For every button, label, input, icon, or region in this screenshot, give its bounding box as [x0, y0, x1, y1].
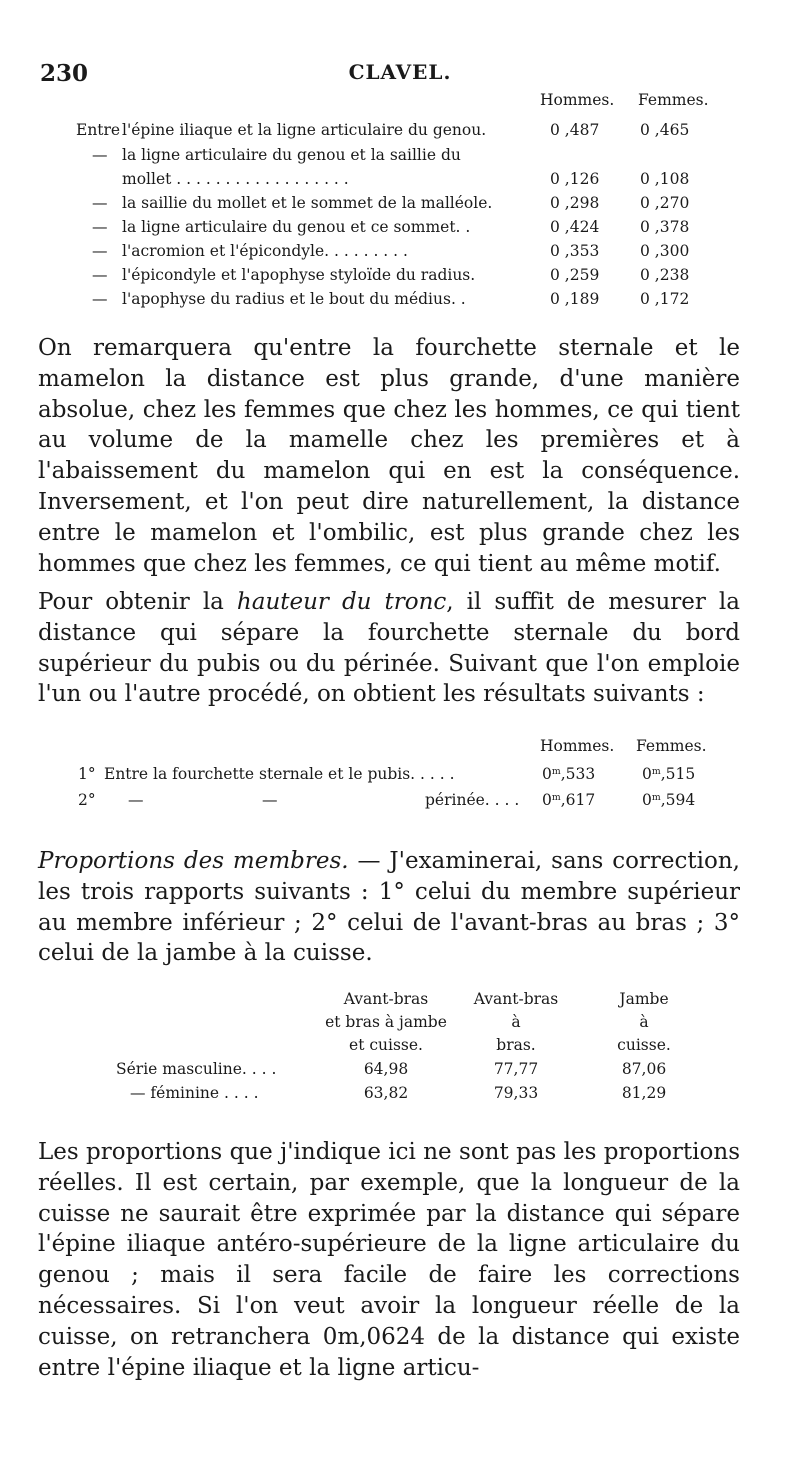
row-prefix: — [92, 242, 108, 260]
col3-header-line: Jambe [619, 990, 669, 1008]
row-label: mollet . . . . . . . . . . . . . . . . . . [122, 170, 349, 188]
col1-header-line: et cuisse. [349, 1036, 423, 1054]
row-label: la ligne articulaire du genou et ce sommet. . [122, 218, 471, 236]
row-value-hommes [542, 791, 595, 809]
row-value-hommes: 0 ,353 [550, 242, 600, 260]
running-title: CLAVEL. [348, 60, 452, 84]
row-prefix: — [92, 266, 108, 284]
row-value: 79,33 [493, 1084, 539, 1102]
row-prefix: — [92, 146, 108, 164]
column-header-femmes: Femmes. [636, 737, 707, 755]
col3-header-line: cuisse. [617, 1036, 671, 1054]
row-value-femmes: 0 ,300 [640, 242, 690, 260]
text-run: , il suffit de mesurer la distance qui sépare la fourchette sternale du bord supérieur du pubis ou du périnée. Suivant que l'on emploie l'un ou l'autre procédé, on obtient les résultats suivants : [38, 589, 740, 708]
row-number: 2° [78, 791, 96, 809]
row-value: 77,77 [493, 1060, 539, 1078]
paragraph-hauteur-tronc [38, 587, 740, 710]
value-text: 0$^m$,515 [642, 765, 696, 783]
row-value-hommes: 0 ,424 [550, 218, 600, 236]
row-value: 63,82 [363, 1084, 409, 1102]
row-label: périnée. . . . [425, 791, 520, 809]
col1-header-line: et bras à jambe [325, 1013, 447, 1031]
row-value-hommes [542, 765, 595, 783]
row-value-femmes: 0 ,108 [640, 170, 690, 188]
row-value-femmes: 0 ,172 [640, 290, 690, 308]
row-value: 87,06 [621, 1060, 667, 1078]
ditto-dash: — [128, 791, 144, 809]
row-value-femmes: 0 ,270 [640, 194, 690, 212]
column-header-hommes: Hommes. [540, 91, 615, 109]
paragraph-mamelon: On remarquera qu'entre la fourchette sternale et le mamelon la distance est plus grande, d'une manière absolue, chez les femmes que chez les hommes, ce qui tient au volume de la mamelle chez les premières et à l'abaissement du mamelon qui en est la conséquence. Inversement, et l'on peut dire naturellement, la distance entre le mamelon et l'ombilic, est plus grande chez les hommes que chez les femmes, ce qui tient au même motif. [38, 335, 740, 577]
row-value-femmes: 0 ,378 [640, 218, 690, 236]
row-value-hommes: 0 ,298 [550, 194, 600, 212]
col2-header-line: à [511, 1013, 521, 1031]
col2-header-line: Avant-bras [473, 990, 559, 1008]
row-value-hommes: 0 ,487 [550, 121, 600, 139]
row-value-femmes: 0 ,465 [640, 121, 690, 139]
paragraph-corrections: Les proportions que j'indique ici ne sont pas les proportions réelles. Il est certain, par exemple, que la longueur de la cuisse ne saurait être exprimée par la distance qui sépare l'épine iliaque antéro-supérieure de la ligne articulaire du genou ; mais il sera facile de faire les corrections nécessaires. Si l'on veut avoir la longueur réelle de la cuisse, on retranchera 0m,0624 de la distance qui existe entre l'épine iliaque et la ligne articu- [38, 1139, 740, 1381]
row-label: Série masculine. . . . [116, 1060, 277, 1078]
page-number: 230 [40, 60, 89, 87]
col2-header-line: bras. [496, 1036, 536, 1054]
row-label: la saillie du mollet et le sommet de la malléole. [122, 194, 493, 212]
value-text: 0$^m$,594 [642, 791, 696, 809]
row-value-hommes: 0 ,189 [550, 290, 600, 308]
column-header-hommes: Hommes. [540, 737, 615, 755]
row-value: 81,29 [621, 1084, 667, 1102]
text-run: — J'examinerai, sans correction, les trois rapports suivants : 1° celui du membre supérieur au membre inférieur ; 2° celui de l'avant-bras au bras ; 3° celui de la jambe à la cuisse. [38, 848, 740, 967]
row-label: — féminine . . . . [130, 1084, 259, 1102]
row-label: l'apophyse du radius et le bout du médius. . [122, 290, 466, 308]
column-header-femmes: Femmes. [638, 91, 709, 109]
row-label: Entre la fourchette sternale et le pubis. . . . . [104, 765, 455, 783]
row-label: l'épine iliaque et la ligne articulaire du genou. [122, 121, 487, 139]
row-number: 1° [78, 765, 96, 783]
col3-header-line: à [639, 1013, 649, 1031]
row-prefix: — [92, 290, 108, 308]
italic-term: hauteur du tronc [236, 589, 447, 615]
row-label: l'épicondyle et l'apophyse styloïde du radius. [122, 266, 476, 284]
row-prefix: — [92, 218, 108, 236]
row-value-hommes: 0 ,259 [550, 266, 600, 284]
row-label: l'acromion et l'épicondyle. . . . . . . . . [122, 242, 408, 260]
paragraph-proportions [38, 846, 740, 969]
row-value-hommes: 0 ,126 [550, 170, 600, 188]
value-text: 0$^m$,617 [542, 791, 596, 809]
col1-header-line: Avant-bras [343, 990, 429, 1008]
row-value-femmes [642, 791, 695, 809]
text-run: Pour obtenir la [38, 589, 237, 615]
row-prefix: Entre [76, 121, 121, 139]
row-value: 64,98 [363, 1060, 409, 1078]
row-label: la ligne articulaire du genou et la saillie du [122, 146, 461, 164]
row-value-femmes [642, 765, 695, 783]
section-heading: Proportions des membres. [38, 848, 349, 874]
row-prefix: — [92, 194, 108, 212]
ditto-dash: — [262, 791, 278, 809]
row-value-femmes: 0 ,238 [640, 266, 690, 284]
value-text: 0$^m$,533 [542, 765, 596, 783]
